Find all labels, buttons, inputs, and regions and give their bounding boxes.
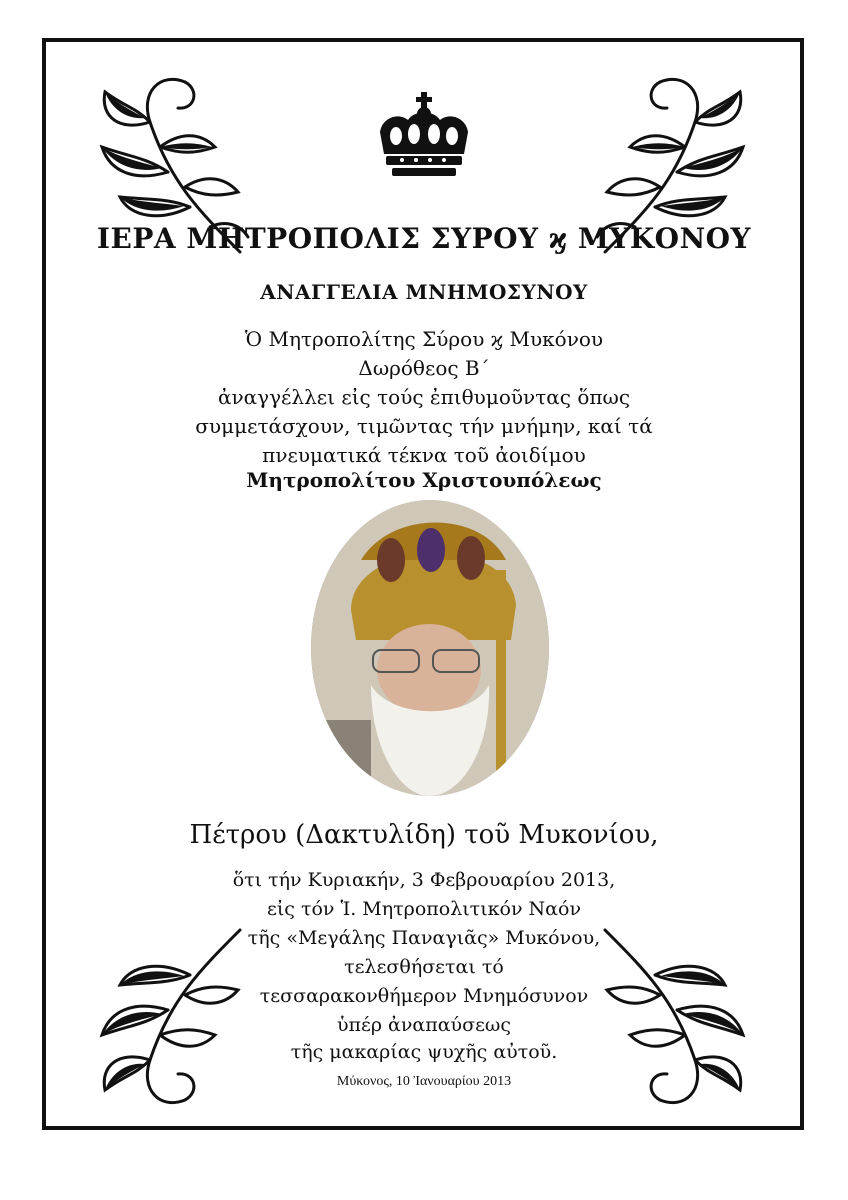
announcement-line: Δωρόθεος Β΄ — [358, 356, 490, 380]
announcement-line: ἀναγγέλλει εἰς τούς ἐπιθυμοῦντας ὅπως — [217, 385, 631, 409]
portrait-illustration — [311, 500, 549, 796]
announcement-line: πνευματικά τέκνα τοῦ ἀοιδίμου — [262, 443, 586, 467]
details-line: τελεσθήσεται τό — [344, 956, 504, 978]
details-line: τεσσαρακονθήμερον Μνημόσυνον — [259, 985, 589, 1007]
deceased-name: Πέτρου (Δακτυλίδη) τοῦ Μυκονίου, — [189, 820, 659, 850]
crown-icon — [372, 92, 476, 180]
details-line: ὑπέρ ἀναπαύσεως — [336, 1014, 512, 1036]
details-line: τῆς «Μεγάλης Παναγιᾶς» Μυκόνου, — [247, 927, 601, 949]
details-line: ὅτι τήν Κυριακήν, 3 Φεβρουαρίου 2013, — [232, 869, 616, 891]
announcement-line-bold: Μητροπολίτου Χριστουπόλεως — [246, 468, 602, 492]
details-line: τῆς μακαρίας ψυχῆς αὐτοῦ. — [290, 1041, 558, 1063]
announcement-line: Ὁ Μητροπολίτης Σύρου ϗ Μυκόνου — [244, 327, 604, 351]
announcement-line: συμμετάσχουν, τιμῶντας τήν μνήμην, καί τά — [195, 414, 653, 438]
details-line: εἰς τόν Ἱ. Μητροπολιτικόν Ναόν — [266, 898, 581, 920]
place-date: Μύκονος, 10 Ἰανουαρίου 2013 — [336, 1074, 512, 1089]
portrait-photo — [311, 500, 549, 796]
announcement-heading: ΑΝΑΓΓΕΛΙΑ ΜΝΗΜΟΣΥΝΟΥ — [260, 280, 588, 304]
page-title: ΙΕΡΑ ΜΗΤΡΟΠΟΛΙΣ ΣΥΡΟΥ ϗ ΜΥΚΟΝΟΥ — [96, 222, 752, 255]
